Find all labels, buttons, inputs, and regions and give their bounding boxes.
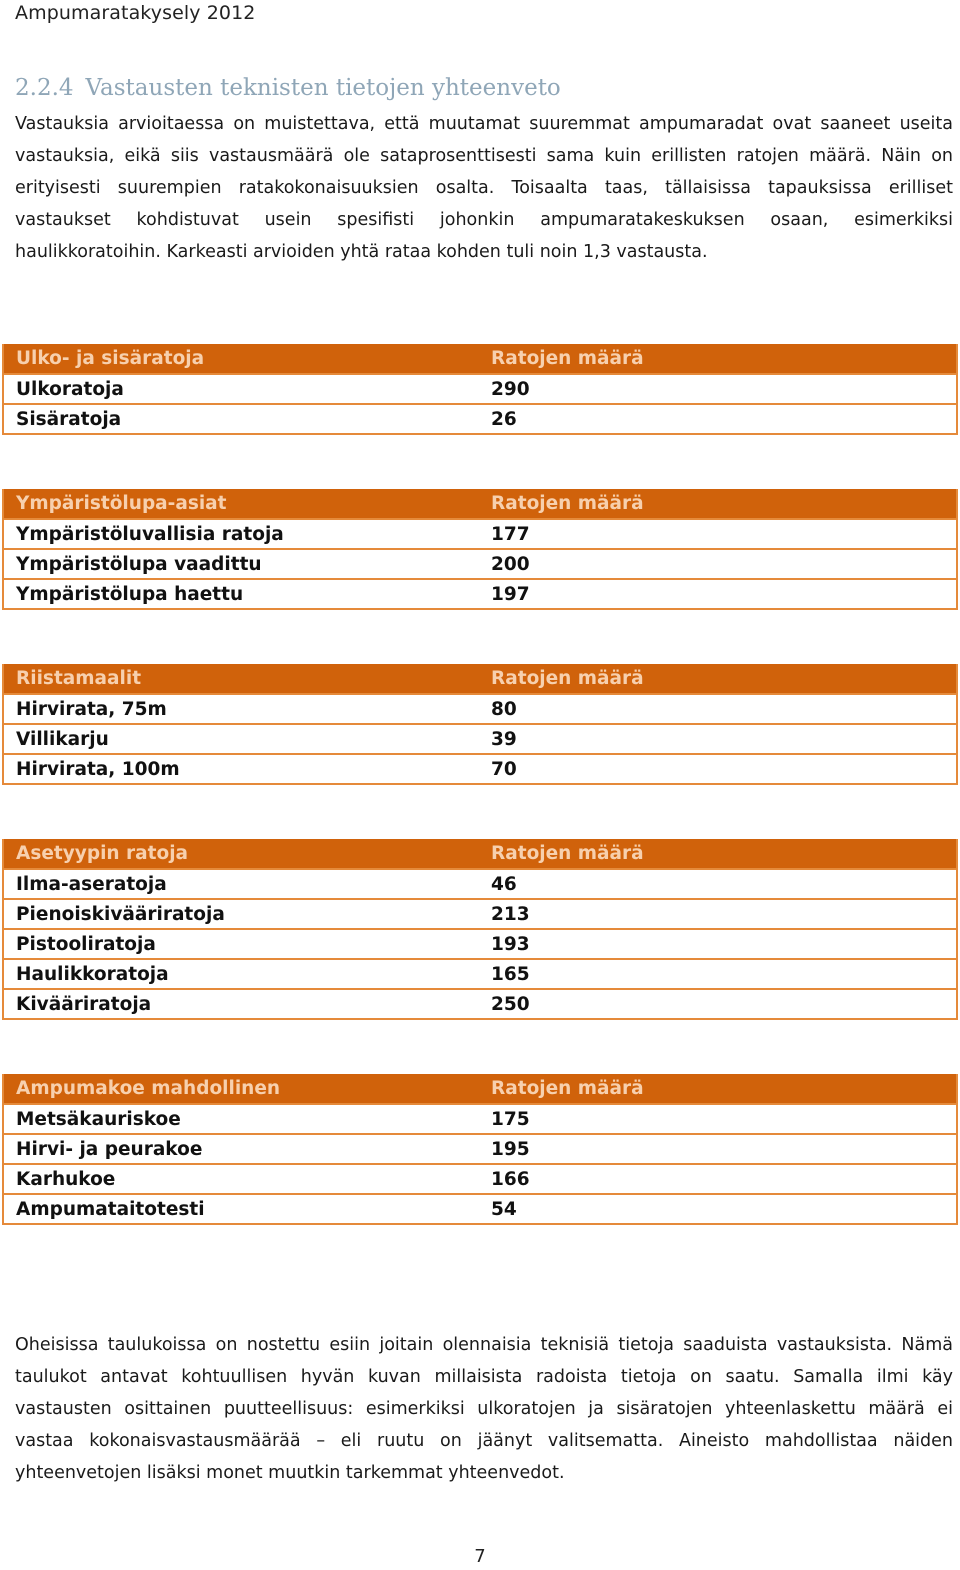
- page-number: 7: [474, 1546, 486, 1567]
- row-value: 39: [479, 724, 957, 754]
- section-title: Vastausten teknisten tietojen yhteenveto: [85, 75, 561, 101]
- table-header-row: [3, 344, 957, 374]
- closing-paragraph: Oheisissa taulukoissa on nostettu esiin joitain olennaisia teknisiä tietoja saaduista vastauksista. Nämä taulukot antavat kohtuullisen hyvän kuvan millaisista radoista tietoja on saatu. Samalla ilmi käy vastausten osittainen puutteellisuus: esimerkiksi ulkoratojen ja sisäratojen yhteenlaskettu määrä ei vastaa kokonaisvastausmäärää – eli ruutu on jäänyt valitsematta. Aineisto mahdollistaa näiden yhteenvetojen lisäksi monet muutkin tarkemmat yhteenvedot.: [15, 1335, 953, 1483]
- table-row: [3, 1104, 957, 1134]
- table-ampumakoe: [2, 1074, 958, 1225]
- table-row: [3, 929, 957, 959]
- row-value: 193: [479, 929, 957, 959]
- row-value: 290: [479, 374, 957, 404]
- row-label: Hirvi- ja peurakoe: [3, 1134, 479, 1164]
- table-header-row: [3, 489, 957, 519]
- table-row: [3, 1164, 957, 1194]
- table-row: [3, 404, 957, 434]
- table-row: [3, 694, 957, 724]
- row-label: Pienoiskivääriratoja: [3, 899, 479, 929]
- row-label: Ympäristölupa haettu: [3, 579, 479, 609]
- table-header-category: Riistamaalit: [3, 664, 479, 694]
- row-value: 177: [479, 519, 957, 549]
- table-ulko-sisaratoja: [2, 344, 958, 435]
- table-header-count: Ratojen määrä: [479, 1074, 957, 1104]
- table-header-category: Ympäristölupa-asiat: [3, 489, 479, 519]
- row-value: 26: [479, 404, 957, 434]
- row-value: 166: [479, 1164, 957, 1194]
- row-value: 54: [479, 1194, 957, 1224]
- table-row: [3, 899, 957, 929]
- table-row: [3, 989, 957, 1019]
- row-label: Ympäristölupa vaadittu: [3, 549, 479, 579]
- row-value: 197: [479, 579, 957, 609]
- row-value: 80: [479, 694, 957, 724]
- row-value: 213: [479, 899, 957, 929]
- table-row: [3, 1134, 957, 1164]
- row-label: Ilma-aseratoja: [3, 869, 479, 899]
- row-label: Haulikkoratoja: [3, 959, 479, 989]
- table-header-count: Ratojen määrä: [479, 344, 957, 374]
- table-header-category: Ampumakoe mahdollinen: [3, 1074, 479, 1104]
- row-label: Sisäratoja: [3, 404, 479, 434]
- table-row: [3, 959, 957, 989]
- row-value: 200: [479, 549, 957, 579]
- row-value: 46: [479, 869, 957, 899]
- table-header-count: Ratojen määrä: [479, 489, 957, 519]
- table-header-count: Ratojen määrä: [479, 839, 957, 869]
- table-header-row: [3, 839, 957, 869]
- table-header-category: Ulko- ja sisäratoja: [3, 344, 479, 374]
- table-row: [3, 1194, 957, 1224]
- intro-paragraph: Vastauksia arvioitaessa on muistettava, että muutamat suuremmat ampumaradat ovat saaneet useita vastauksia, eikä siis vastausmäärä ole sataprosenttisesti sama kuin erillisten ratojen määrä. Näin on erityisesti suurempien ratakokonaisuuksien osalta. Toisaalta taas, tällaisissa tapauksissa erilliset vastaukset kohdistuvat usein spesifisti johonkin ampumaratakeskuksen osaan, esimerkiksi haulikkoratoihin. Karkeasti arvioiden yhtä rataa kohden tuli noin 1,3 vastausta.: [15, 114, 953, 262]
- table-row: [3, 754, 957, 784]
- table-header-row: [3, 664, 957, 694]
- table-row: [3, 549, 957, 579]
- row-label: Ympäristöluvallisia ratoja: [3, 519, 479, 549]
- row-label: Hirvirata, 100m: [3, 754, 479, 784]
- row-label: Metsäkauriskoe: [3, 1104, 479, 1134]
- table-ymparistolupa: [2, 489, 958, 610]
- row-value: 250: [479, 989, 957, 1019]
- table-header-count: Ratojen määrä: [479, 664, 957, 694]
- running-header: Ampumaratakysely 2012: [15, 2, 256, 24]
- table-asetyypin-ratoja: [2, 839, 958, 1020]
- table-row: [3, 724, 957, 754]
- table-row: [3, 374, 957, 404]
- row-label: Karhukoe: [3, 1164, 479, 1194]
- row-label: Ulkoratoja: [3, 374, 479, 404]
- table-row: [3, 869, 957, 899]
- section-heading: [15, 75, 561, 101]
- table-row: [3, 579, 957, 609]
- row-value: 175: [479, 1104, 957, 1134]
- table-header-category: Asetyypin ratoja: [3, 839, 479, 869]
- row-label: Hirvirata, 75m: [3, 694, 479, 724]
- row-label: Villikarju: [3, 724, 479, 754]
- table-header-row: [3, 1074, 957, 1104]
- row-value: 165: [479, 959, 957, 989]
- table-row: [3, 519, 957, 549]
- table-riistamaalit: [2, 664, 958, 785]
- section-number: 2.2.4: [15, 75, 74, 101]
- row-label: Kivääriratoja: [3, 989, 479, 1019]
- row-label: Pistooliratoja: [3, 929, 479, 959]
- row-label: Ampumataitotesti: [3, 1194, 479, 1224]
- row-value: 195: [479, 1134, 957, 1164]
- row-value: 70: [479, 754, 957, 784]
